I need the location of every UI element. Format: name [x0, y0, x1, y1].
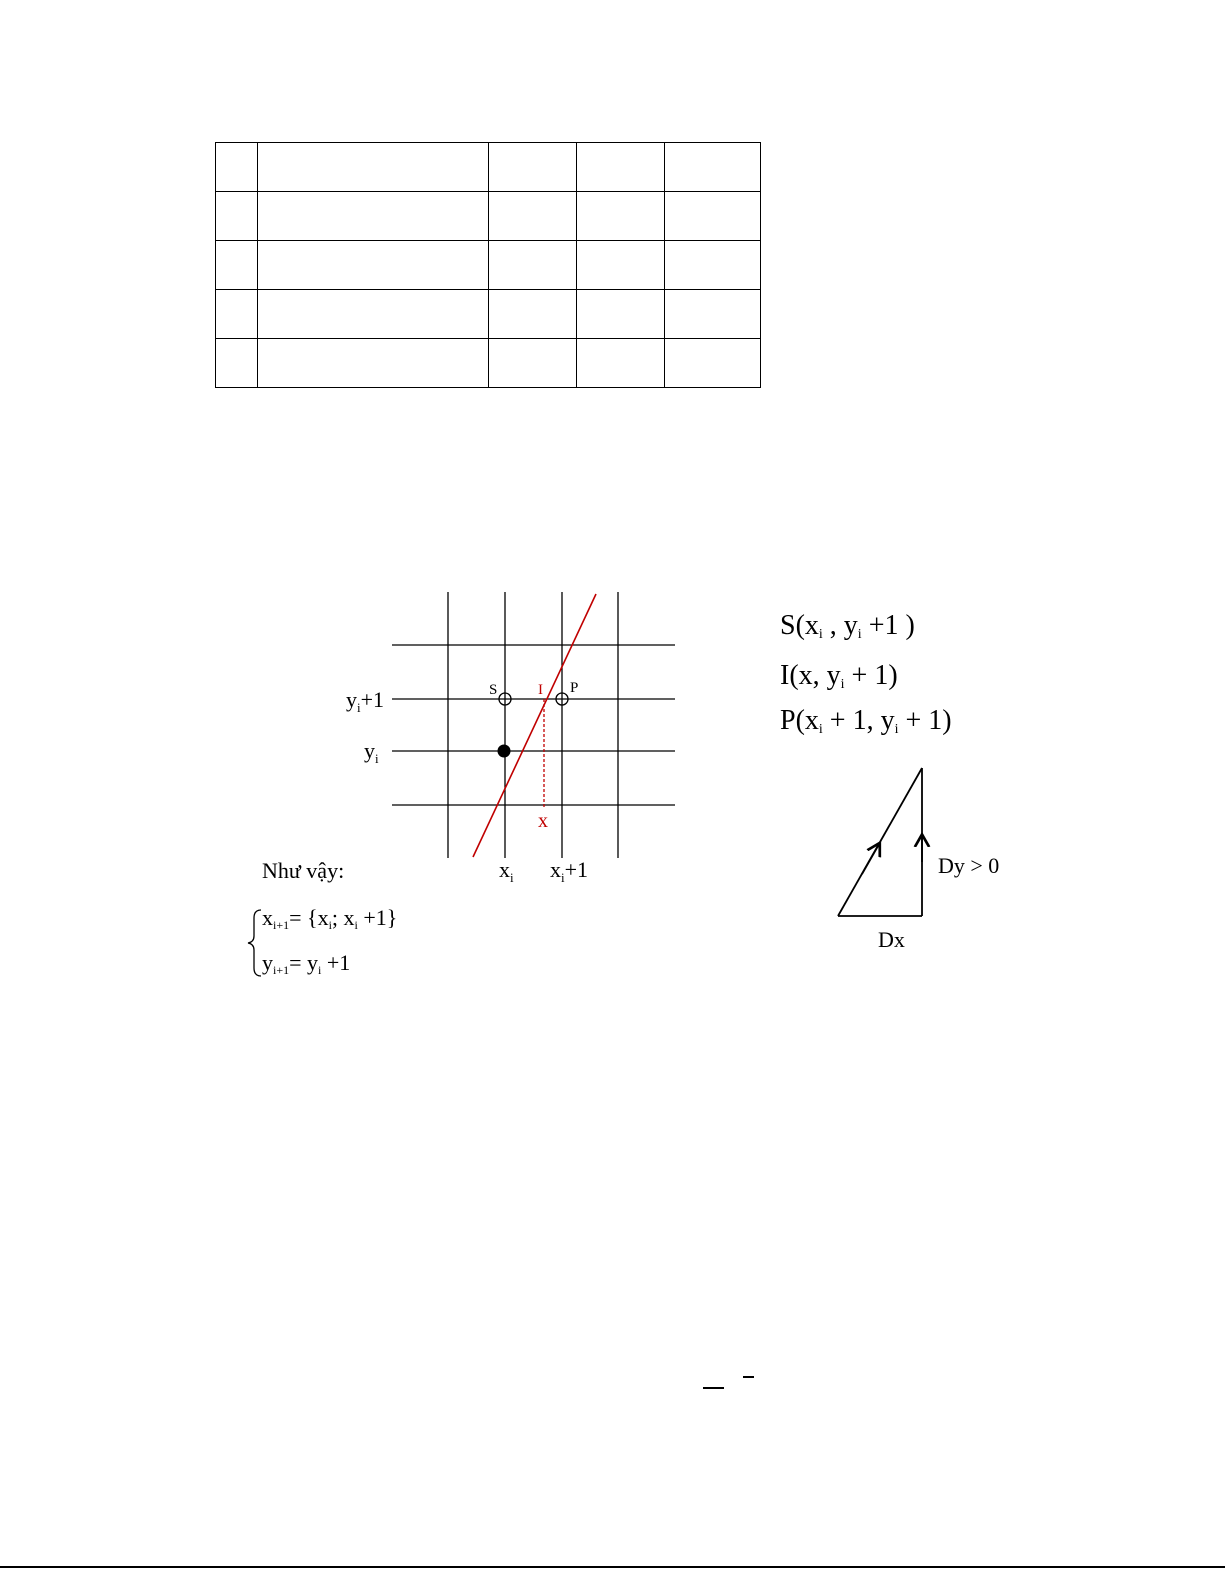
row-label-lower: $y_i$: [364, 738, 379, 766]
summary-brace: [248, 910, 261, 976]
current-point: [498, 745, 511, 758]
hypotenuse-arrow: [862, 846, 878, 874]
col-label-right: $x_i+1$: [550, 857, 589, 885]
coord-p: $P(x_i + 1$, $y_i + 1$): [780, 705, 952, 737]
fraction-bar-mark: [703, 1387, 724, 1389]
page-bottom-rule: [0, 1566, 1225, 1568]
summary-label: Như vậy:: [262, 858, 345, 883]
label-x-marker: x: [538, 810, 548, 832]
label-s: S: [489, 682, 498, 698]
dx-label: Dx: [878, 927, 905, 952]
summary-y-equation: $y_{i+1}= y_i +1$: [262, 950, 351, 977]
overline-mark: [743, 1376, 754, 1378]
red-line: [473, 594, 596, 857]
col-label-left: $x_i$: [499, 857, 514, 885]
coord-s: $S(x_i$ , $y_i +1$ ): [780, 610, 915, 642]
row-label-upper: $y_i+1$: [346, 687, 385, 715]
dy-label: Dy > 0: [938, 853, 1000, 878]
label-p: P: [570, 680, 579, 696]
coord-i: I(x, $y_i + 1$): [780, 660, 898, 692]
label-i: I: [538, 682, 543, 698]
triangle-hypotenuse: [838, 768, 922, 916]
summary-x-equation: $x_{i+1}= \{x_i$; $x_i +1$}: [262, 905, 398, 932]
